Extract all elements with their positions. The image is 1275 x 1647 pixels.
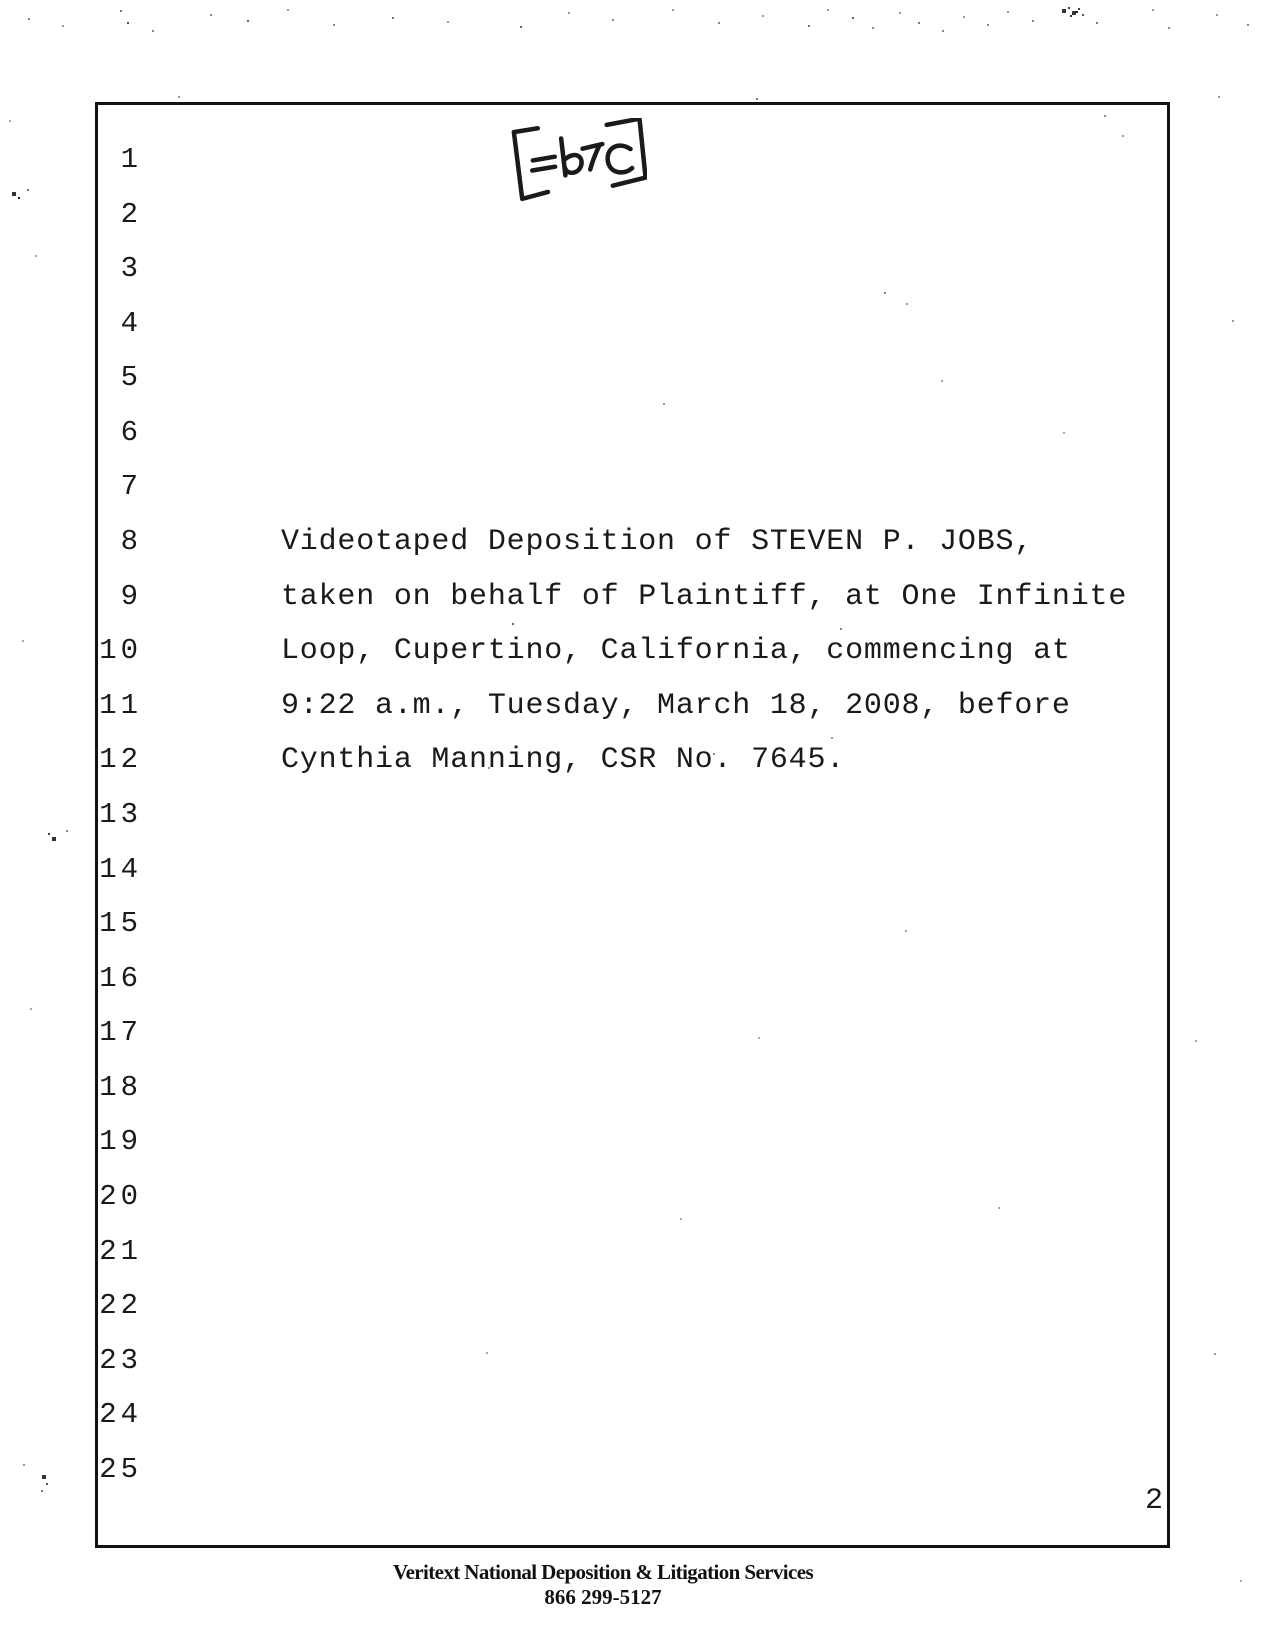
- transcript-text-line: taken on behalf of Plaintiff, at One Infinite: [281, 579, 1128, 614]
- letter-c-stroke: [607, 145, 632, 173]
- line-number: 12: [99, 743, 142, 777]
- line-number: 5: [120, 361, 142, 395]
- transcript-page-frame: [95, 102, 1170, 1548]
- line-number: 15: [99, 907, 142, 941]
- line-number: 9: [120, 579, 142, 613]
- line-number: 8: [120, 525, 142, 559]
- reporting-service-footer: [0, 1560, 1206, 1610]
- handwritten-annotation: [505, 118, 647, 208]
- transcript-text-line: Videotaped Deposition of STEVEN P. JOBS,: [281, 525, 1034, 560]
- transcript-text-line: Loop, Cupertino, California, commencing at: [281, 634, 1071, 669]
- line-number: 7: [120, 470, 142, 504]
- line-number: 11: [99, 688, 142, 722]
- line-number: 16: [99, 961, 142, 995]
- scan-noise: [0, 0, 2, 2]
- footer-phone-number: 866 299-5127: [544, 1585, 662, 1609]
- line-number: 3: [120, 252, 142, 286]
- line-number: 2: [120, 197, 142, 231]
- transcript-text-line: 9:22 a.m., Tuesday, March 18, 2008, before: [281, 688, 1071, 723]
- line-number: 1: [120, 143, 142, 176]
- letter-b-bowl: [565, 155, 582, 173]
- equals-bottom-stroke: [532, 167, 555, 171]
- line-number: 18: [99, 1070, 142, 1104]
- line-number: 19: [99, 1125, 142, 1159]
- line-number: 6: [120, 415, 142, 449]
- line-number: 14: [99, 852, 142, 886]
- line-number: 20: [99, 1180, 142, 1214]
- line-number: 24: [99, 1398, 142, 1432]
- line-number: 25: [99, 1452, 142, 1486]
- line-number: 22: [99, 1289, 142, 1323]
- line-number: 4: [120, 306, 142, 340]
- line-number: 10: [99, 634, 142, 668]
- line-number: 21: [99, 1234, 142, 1268]
- line-number: 13: [99, 797, 142, 831]
- right-bracket-stroke: [607, 119, 646, 186]
- page-number: 2: [1144, 1484, 1163, 1518]
- line-number: 23: [99, 1343, 142, 1377]
- line-number: 17: [99, 1016, 142, 1050]
- transcript-text-line: Cynthia Manning, CSR No. 7645.: [281, 743, 846, 778]
- equals-top-stroke: [533, 157, 555, 161]
- footer-company-name: Veritext National Deposition & Litigation Services: [392, 1560, 814, 1584]
- left-bracket-stroke: [514, 128, 548, 199]
